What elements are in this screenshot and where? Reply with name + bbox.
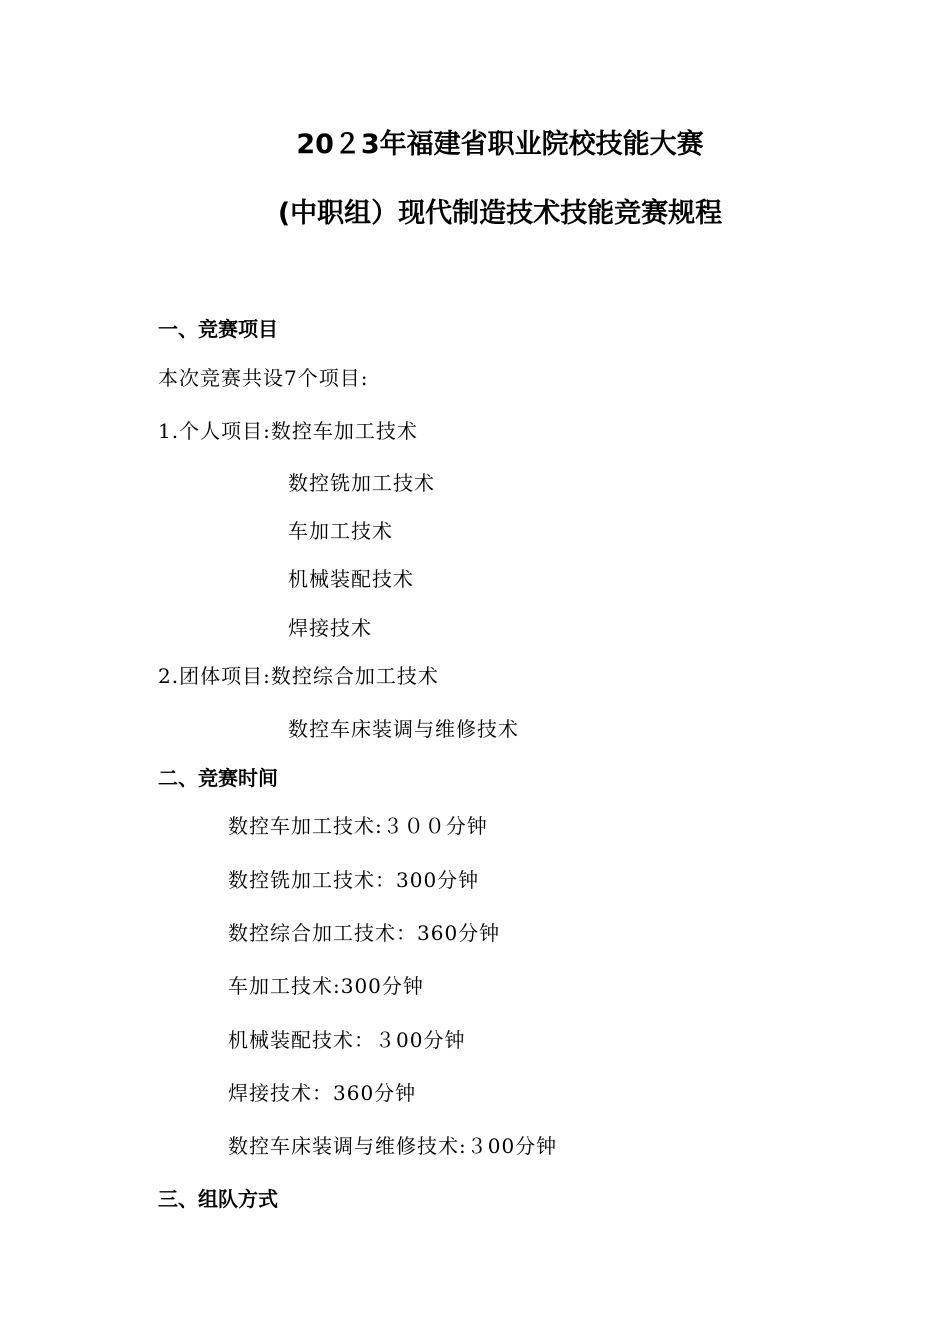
document-title-line-1: 20２3年福建省职业院校技能大赛 [296,129,704,160]
time-item: 数控铣加工技术：300分钟 [228,868,480,892]
individual-items-label: 1.个人项目:数控车加工技术 [158,419,418,443]
time-item: 机械装配技术：３00分钟 [228,1028,466,1052]
individual-item: 车加工技术 [288,519,393,543]
time-item: 数控车加工技术:３００分钟 [228,814,488,838]
individual-item: 数控铣加工技术 [288,471,435,495]
time-item: 数控车床装调与维修技术:３00分钟 [228,1134,558,1158]
time-item: 车加工技术:300分钟 [228,974,424,998]
section-intro-text: 本次竞赛共设7个项目: [158,366,369,390]
individual-item: 焊接技术 [288,616,372,640]
section-heading-competition-items: 一、竞赛项目 [158,317,278,341]
time-item: 数控综合加工技术：360分钟 [228,921,501,945]
time-item: 焊接技术：360分钟 [228,1081,417,1105]
section-heading-competition-time: 二、竞赛时间 [158,766,278,790]
individual-item: 机械装配技术 [288,567,414,591]
section-heading-team-formation: 三、组队方式 [158,1187,278,1211]
team-items-label: 2.团体项目:数控综合加工技术 [158,664,439,688]
document-title-line-2: (中职组）现代制造技术技能竞赛规程 [277,198,723,229]
team-item: 数控车床装调与维修技术 [288,717,519,741]
